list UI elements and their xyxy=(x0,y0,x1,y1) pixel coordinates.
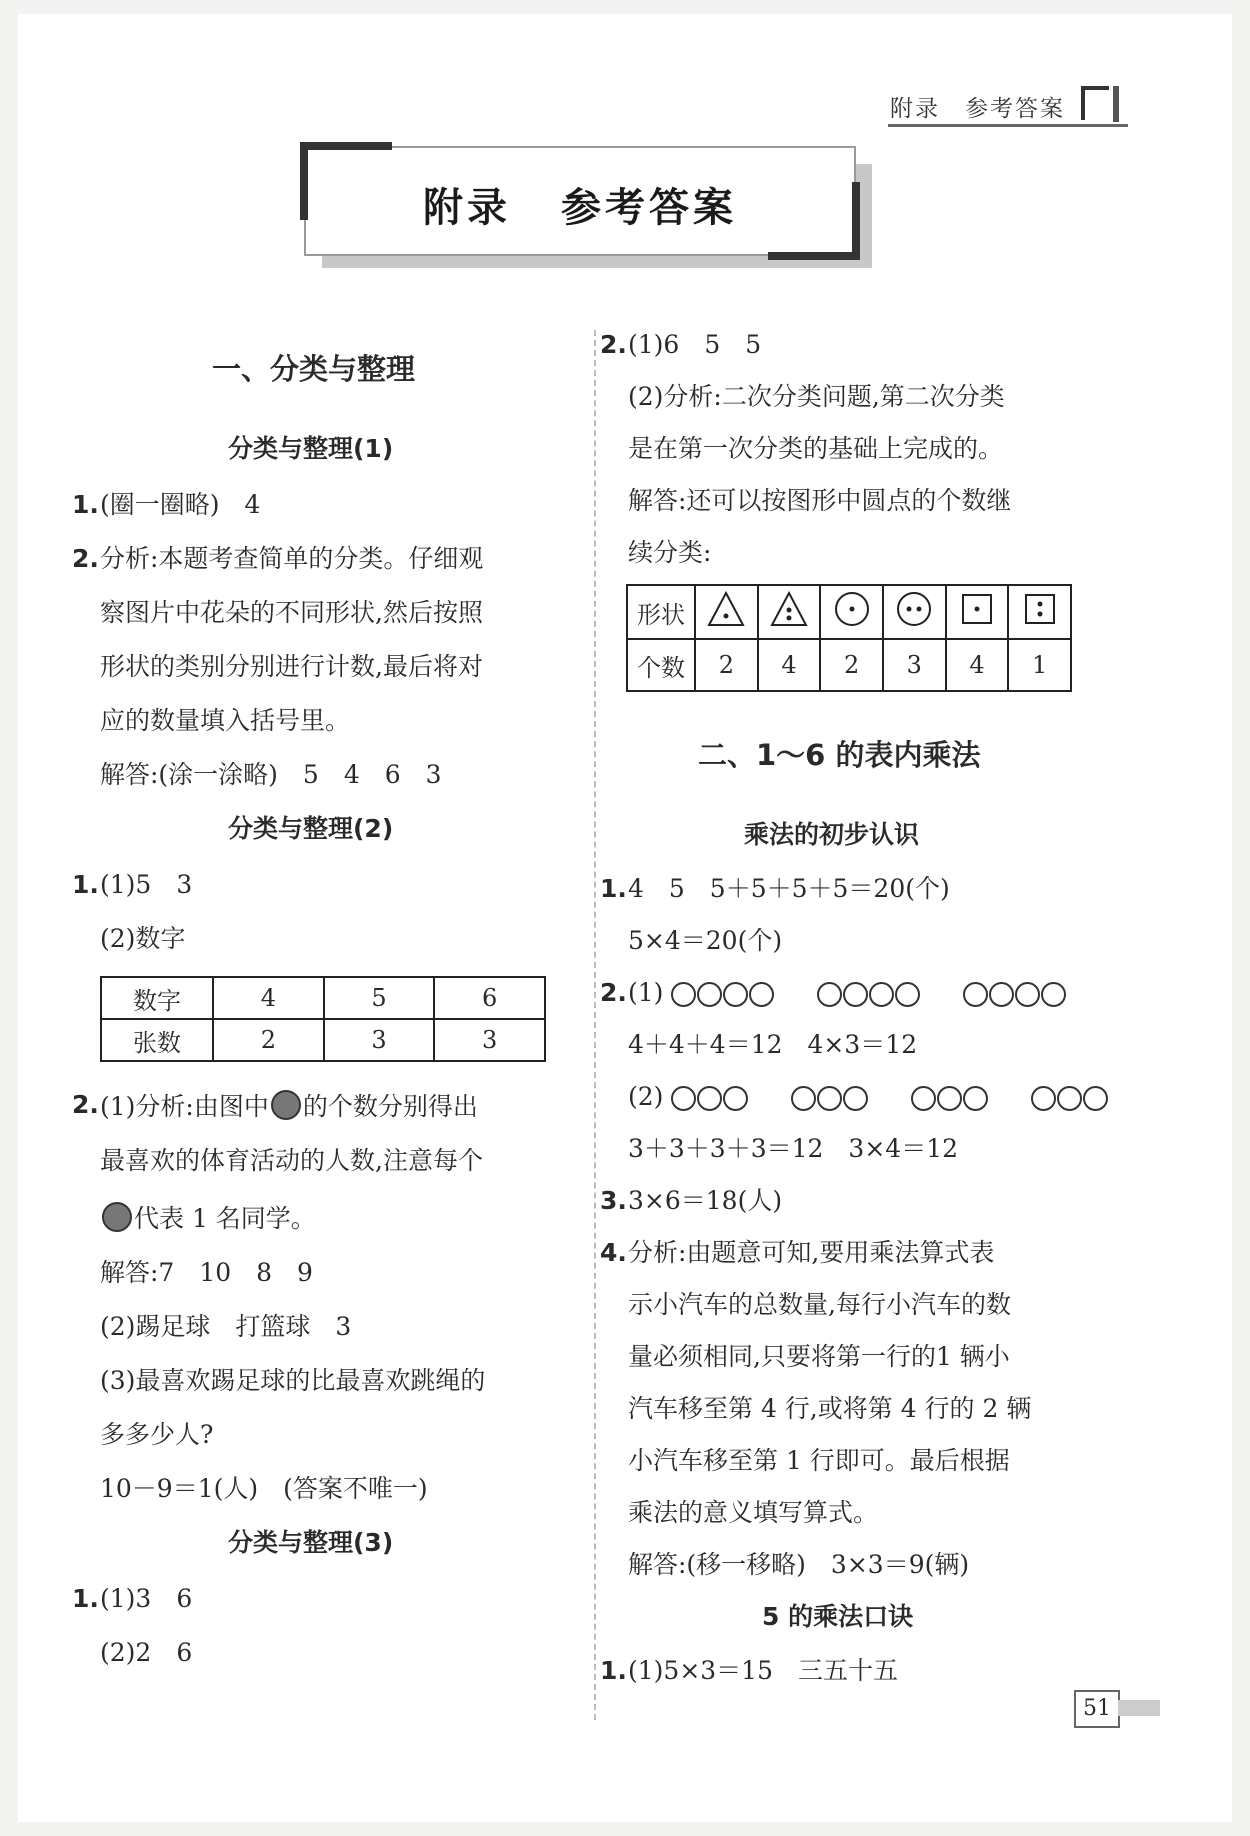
table-cell: 张数 xyxy=(101,1019,213,1061)
circle-icon xyxy=(817,982,842,1007)
answer-line: 解答:7 10 8 9 xyxy=(100,1258,313,1287)
table-cell: 5 xyxy=(324,977,435,1019)
answer-line: 解答:(涂一涂略) 5 4 6 3 xyxy=(100,760,442,789)
answer-line: 4＋4＋4＝12 4×3＝12 xyxy=(628,1030,918,1059)
page xyxy=(18,14,1232,1822)
question-number: 2. xyxy=(72,1090,99,1119)
question-number: 1. xyxy=(600,1656,627,1685)
header-rule xyxy=(888,124,1128,127)
answer-line: 应的数量填入括号里。 xyxy=(100,706,351,735)
circle-group xyxy=(671,981,775,1011)
answer-line: 5×4＝20(个) xyxy=(628,926,783,955)
circle-groups-three: (2) xyxy=(628,1082,1143,1115)
filled-dot-icon xyxy=(271,1090,301,1120)
table-cell: 4 xyxy=(213,977,324,1019)
circle-icon xyxy=(843,1086,868,1111)
circle-icon xyxy=(869,982,894,1007)
column-divider xyxy=(594,330,596,1720)
question-number: 4. xyxy=(600,1238,627,1267)
answer-line: 分析:由题意可知,要用乘法算式表 xyxy=(628,1238,995,1267)
answer-line: (1)3 6 xyxy=(100,1584,193,1613)
title-banner xyxy=(304,146,856,256)
circle-icon xyxy=(817,1086,842,1111)
circle-groups-four: (1) xyxy=(628,978,1101,1011)
table-cell: 个数 xyxy=(627,639,695,691)
circle-icon xyxy=(1031,1086,1056,1111)
circle-icon xyxy=(697,1086,722,1111)
circle-icon xyxy=(937,1086,962,1111)
question-number: 1. xyxy=(72,870,99,899)
question-number: 2. xyxy=(600,978,627,1007)
answer-line: 最喜欢的体育活动的人数,注意每个 xyxy=(100,1146,483,1175)
circle-group xyxy=(817,981,921,1011)
running-title: 附录 参考答案 xyxy=(890,96,1065,122)
answer-line: 续分类: xyxy=(628,538,712,567)
circle-icon xyxy=(671,982,696,1007)
table-cell: 6 xyxy=(434,977,545,1019)
answer-line: (1)5×3＝15 三五十五 xyxy=(628,1656,898,1685)
circle-two-dots-icon xyxy=(883,585,946,639)
answer-line: (2)2 6 xyxy=(100,1638,193,1667)
circle-icon xyxy=(749,982,774,1007)
circle-icon xyxy=(895,982,920,1007)
answer-line: 10－9＝1(人) (答案不唯一) xyxy=(100,1474,428,1503)
shape-count-table xyxy=(626,584,1072,692)
circle-icon xyxy=(1083,1086,1108,1111)
circle-group xyxy=(911,1085,989,1115)
answer-line: 形状的类别分别进行计数,最后将对 xyxy=(100,652,483,681)
circle-icon xyxy=(697,982,722,1007)
answer-line: 解答:(移一移略) 3×3＝9(辆) xyxy=(628,1550,970,1579)
answer-line: (2)分析:二次分类问题,第二次分类 xyxy=(628,382,1005,411)
circle-group xyxy=(963,981,1067,1011)
table-cell: 形状 xyxy=(627,585,695,639)
answer-line: 乘法的意义填写算式。 xyxy=(628,1498,879,1527)
table-cell: 1 xyxy=(1008,639,1071,691)
subsection-title: 分类与整理(2) xyxy=(228,814,394,843)
answer-line: (2)数字 xyxy=(100,924,186,953)
subsection-title: 分类与整理(1) xyxy=(228,434,394,463)
circle-group xyxy=(791,1085,869,1115)
page-number: 51 xyxy=(1074,1690,1120,1728)
answer-line: 察图片中花朵的不同形状,然后按照 xyxy=(100,598,483,627)
circle-one-dot-icon xyxy=(820,585,883,639)
circle-icon xyxy=(671,1086,696,1111)
answer-line: 量必须相同,只要将第一行的1 辆小 xyxy=(628,1342,1010,1371)
table-cell: 2 xyxy=(695,639,758,691)
circle-icon xyxy=(723,1086,748,1111)
table-cell: 2 xyxy=(820,639,883,691)
circle-group xyxy=(671,1085,749,1115)
circle-icon xyxy=(843,982,868,1007)
answer-line: (1)6 5 5 xyxy=(628,330,762,359)
question-number: 1. xyxy=(72,1584,99,1613)
corner-mark-icon xyxy=(1081,86,1109,120)
answer-line: 多多少人? xyxy=(100,1420,214,1449)
answer-line: 代表 1 名同学。 xyxy=(100,1202,316,1234)
answer-line: 解答:还可以按图形中圆点的个数继 xyxy=(628,486,1012,515)
square-one-dot-icon xyxy=(946,585,1009,639)
circle-icon xyxy=(1041,982,1066,1007)
table-cell: 2 xyxy=(213,1019,324,1061)
table-cell: 3 xyxy=(434,1019,545,1061)
table-cell: 3 xyxy=(324,1019,435,1061)
subsection-title: 5 的乘法口诀 xyxy=(762,1602,914,1631)
answer-line: (圈一圈略) 4 xyxy=(100,490,261,519)
circle-icon xyxy=(1057,1086,1082,1111)
circle-icon xyxy=(963,1086,988,1111)
section-title-1: 一、分类与整理 xyxy=(212,352,416,386)
square-two-dots-icon xyxy=(1008,585,1071,639)
circle-icon xyxy=(723,982,748,1007)
question-number: 1. xyxy=(600,874,627,903)
circle-icon xyxy=(911,1086,936,1111)
circle-icon xyxy=(963,982,988,1007)
table-cell: 4 xyxy=(758,639,821,691)
subsection-title: 分类与整理(3) xyxy=(228,1528,394,1557)
table-cell: 数字 xyxy=(101,977,213,1019)
running-header xyxy=(890,90,1065,123)
question-number: 1. xyxy=(72,490,99,519)
triangle-two-dots-icon xyxy=(758,585,821,639)
answer-line: (1)分析:由图中 的个数分别得出 xyxy=(100,1092,478,1121)
question-number: 2. xyxy=(600,330,627,359)
section-title-2: 二、1～6 的表内乘法 xyxy=(698,738,981,772)
circle-group xyxy=(1031,1085,1109,1115)
table-cell: 3 xyxy=(883,639,946,691)
answer-line: 是在第一次分类的基础上完成的。 xyxy=(628,434,1004,463)
answer-line: 3＋3＋3＋3＝12 3×4＝12 xyxy=(628,1134,959,1163)
answer-line: 小汽车移至第 1 行即可。最后根据 xyxy=(628,1446,1010,1475)
circle-icon xyxy=(989,982,1014,1007)
filled-dot-icon xyxy=(102,1202,132,1232)
answer-line: 示小汽车的总数量,每行小汽车的数 xyxy=(628,1290,1011,1319)
table-cell: 4 xyxy=(946,639,1009,691)
triangle-one-dot-icon xyxy=(695,585,758,639)
question-number: 3. xyxy=(600,1186,627,1215)
question-number: 2. xyxy=(72,544,99,573)
subsection-title: 乘法的初步认识 xyxy=(744,820,920,849)
answer-line: 汽车移至第 4 行,或将第 4 行的 2 辆 xyxy=(628,1394,1032,1423)
answer-line: 分析:本题考查简单的分类。仔细观 xyxy=(100,544,484,573)
circle-icon xyxy=(791,1086,816,1111)
answer-line: 3×6＝18(人) xyxy=(628,1186,783,1215)
answer-line: (2)踢足球 打篮球 3 xyxy=(100,1312,352,1341)
answer-line: 4 5 5＋5＋5＋5＝20(个) xyxy=(628,874,950,903)
page-title: 附录 参考答案 xyxy=(423,185,737,231)
number-count-table xyxy=(100,976,546,1062)
page-number-tab xyxy=(1118,1700,1160,1716)
answer-line: (3)最喜欢踢足球的比最喜欢跳绳的 xyxy=(100,1366,486,1395)
circle-icon xyxy=(1015,982,1040,1007)
answer-line: (1)5 3 xyxy=(100,870,193,899)
